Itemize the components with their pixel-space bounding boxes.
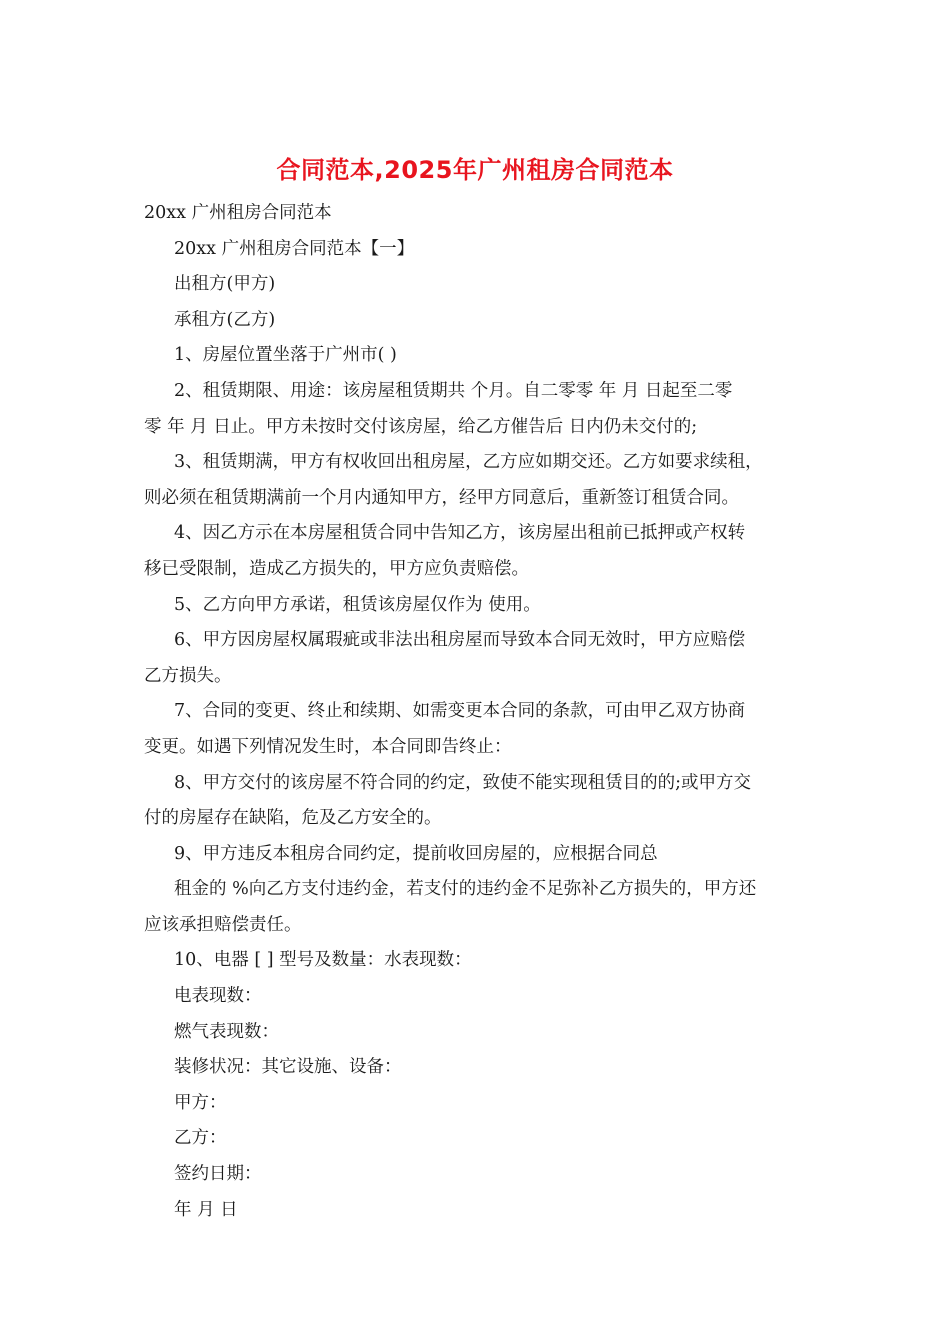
- paragraph-line: 乙方：: [174, 1128, 227, 1149]
- paragraph-line: 1、房屋位置坐落于广州市( ): [174, 345, 397, 366]
- paragraph-line: 付的房屋存在缺陷，危及乙方安全的。: [144, 808, 442, 829]
- paragraph-line: 乙方损失。: [144, 665, 232, 686]
- paragraph-line: 应该承担赔偿责任。: [144, 914, 302, 935]
- paragraph-line: 出租方(甲方): [174, 274, 276, 295]
- paragraph-line: 变更。如遇下列情况发生时，本合同即告终止：: [144, 736, 512, 757]
- paragraph-line: 7、合同的变更、终止和续期、如需变更本合同的条款，可由甲乙双方协商: [174, 701, 746, 722]
- paragraph-line: 租金的 %向乙方支付违约金，若支付的违约金不足弥补乙方损失的，甲方还: [174, 879, 757, 900]
- paragraph-line: 6、甲方因房屋权属瑕疵或非法出租房屋而导致本合同无效时，甲方应赔偿: [174, 630, 746, 651]
- paragraph-line: 签约日期：: [174, 1164, 262, 1185]
- paragraph-line: 装修状况：其它设施、设备：: [174, 1057, 402, 1078]
- paragraph-line: 甲方：: [174, 1092, 227, 1113]
- paragraph-line: 年 月 日: [174, 1199, 238, 1220]
- paragraph-line: 9、甲方违反本租房合同约定，提前收回房屋的，应根据合同总: [174, 843, 658, 864]
- paragraph-line: 承租方(乙方): [174, 309, 276, 330]
- paragraph-line: 3、租赁期满，甲方有权收回出租房屋，乙方应如期交还。乙方如要求续租，: [174, 452, 763, 473]
- paragraph-line: 4、因乙方示在本房屋租赁合同中告知乙方，该房屋出租前已抵押或产权转: [174, 523, 746, 544]
- paragraph-line: 10、电器 [ ] 型号及数量：水表现数：: [174, 950, 472, 971]
- paragraph-line: 8、甲方交付的该房屋不符合同的约定，致使不能实现租赁目的的;或甲方交: [174, 772, 752, 793]
- paragraph-line: 则必须在租赁期满前一个月内通知甲方，经甲方同意后，重新签订租赁合同。: [144, 487, 739, 508]
- paragraph-line: 2、租赁期限、用途：该房屋租赁期共 个月。自二零零 年 月 日起至二零: [174, 380, 733, 401]
- paragraph-line: 移已受限制，造成乙方损失的，甲方应负责赔偿。: [144, 558, 529, 579]
- document-title: 合同范本,2025年广州租房合同范本: [276, 156, 674, 184]
- document-body: [144, 196, 808, 1228]
- paragraph-line: 20xx 广州租房合同范本【一】: [174, 238, 415, 259]
- paragraph-line: 零 年 月 日止。甲方未按时交付该房屋，给乙方催告后 日内仍未交付的;: [144, 416, 698, 437]
- paragraph-line: 5、乙方向甲方承诺，租赁该房屋仅作为 使用。: [174, 594, 541, 615]
- paragraph-line: 电表现数：: [174, 986, 262, 1007]
- paragraph-line: 燃气表现数：: [174, 1021, 279, 1042]
- paragraph-line: 20xx 广州租房合同范本: [144, 203, 332, 223]
